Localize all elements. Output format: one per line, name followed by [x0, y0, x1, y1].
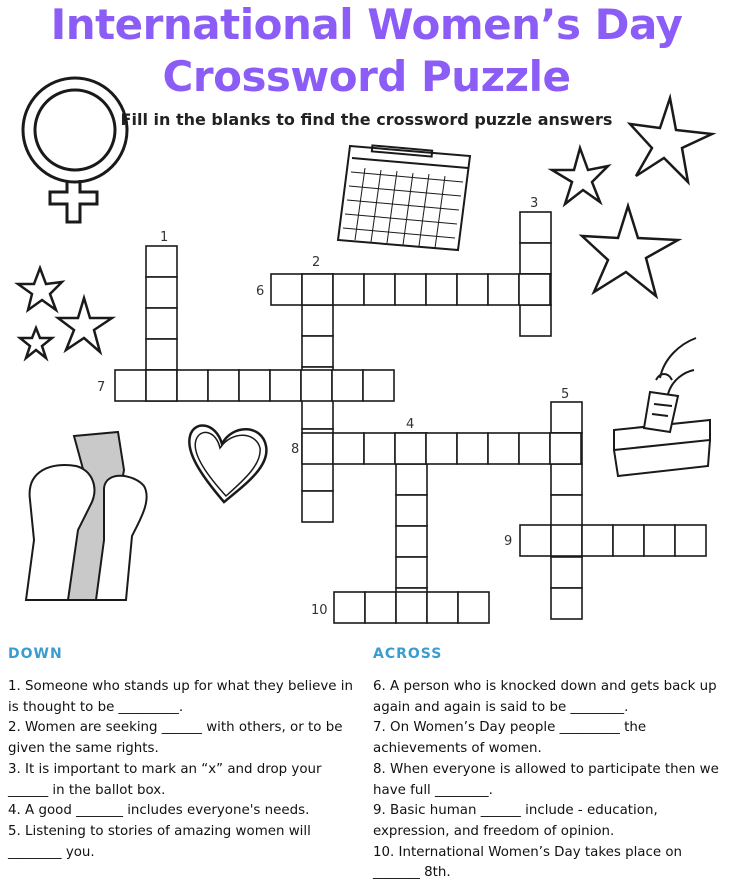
- crossword-cell-across-8-8[interactable]: [519, 433, 550, 464]
- crossword-cell-across-10-2[interactable]: [365, 592, 396, 623]
- across-clue-10: 10. International Women’s Day takes place on _______ 8th.: [373, 844, 683, 881]
- crossword-cell-down-2-2[interactable]: [302, 305, 333, 336]
- crossword-cell-down-5-4[interactable]: [551, 495, 582, 526]
- crossword-cell-across-6-7[interactable]: [457, 274, 488, 305]
- clue-number-1: 1: [160, 230, 169, 245]
- crossword-cell-across-6-8[interactable]: [488, 274, 519, 305]
- crossword-cell-down-1-1[interactable]: [146, 246, 177, 277]
- crossword-cell-down-5-1[interactable]: [551, 402, 582, 433]
- crossword-cell-across-6-6[interactable]: [426, 274, 457, 305]
- crossword-cell-across-10-5[interactable]: [458, 592, 489, 623]
- clue-number-3: 3: [530, 196, 539, 211]
- crossword-cell-across-8-9[interactable]: [550, 433, 581, 464]
- crossword-cell-across-7-4[interactable]: [208, 370, 239, 401]
- crossword-cell-across-9-4[interactable]: [613, 525, 644, 556]
- crossword-cell-across-10-3[interactable]: [396, 592, 427, 623]
- crossword-cell-down-4-5[interactable]: [396, 557, 427, 588]
- crossword-cell-down-4-2[interactable]: [396, 464, 427, 495]
- crossword-cell-down-2-5[interactable]: [302, 398, 333, 429]
- crossword-cell-across-6-9[interactable]: [519, 274, 550, 305]
- down-clue-3: 3. It is important to mark an “x” and drop your ______ in the ballot box.: [8, 761, 322, 798]
- across-clue-list: [373, 677, 723, 884]
- crossword-cell-across-7-9[interactable]: [363, 370, 394, 401]
- crossword-cell-down-2-3[interactable]: [302, 336, 333, 367]
- crossword-cell-across-6-3[interactable]: [333, 274, 364, 305]
- clue-number-8: 8: [291, 442, 300, 457]
- crossword-cell-across-9-2[interactable]: [551, 525, 582, 556]
- crossword-cell-across-6-1[interactable]: [271, 274, 302, 305]
- clue-number-9: 9: [504, 534, 513, 549]
- clue-number-6: 6: [256, 284, 265, 299]
- crossword-cell-across-7-5[interactable]: [239, 370, 270, 401]
- crossword-cell-across-9-1[interactable]: [520, 525, 551, 556]
- crossword-cell-down-3-4[interactable]: [520, 305, 551, 336]
- title-line-2: Crossword Puzzle: [162, 52, 571, 101]
- crossword-cell-down-3-2[interactable]: [520, 243, 551, 274]
- crossword-cell-across-8-4[interactable]: [395, 433, 426, 464]
- down-clue-list: [8, 677, 360, 863]
- crossword-cell-across-10-4[interactable]: [427, 592, 458, 623]
- crossword-cell-across-8-1[interactable]: [302, 433, 333, 464]
- crossword-cell-down-1-2[interactable]: [146, 277, 177, 308]
- crossword-cell-across-10-1[interactable]: [334, 592, 365, 623]
- down-heading: DOWN: [8, 646, 63, 662]
- across-clue-9: 9. Basic human ______ include - education, expression, and freedom of opinion.: [373, 803, 658, 839]
- crossword-cell-across-6-5[interactable]: [395, 274, 426, 305]
- crossword-cell-down-3-1[interactable]: [520, 212, 551, 243]
- crossword-cell-down-5-6[interactable]: [551, 557, 582, 588]
- title-line-1: International Women’s Day: [50, 0, 683, 49]
- crossword-cell-across-7-8[interactable]: [332, 370, 363, 401]
- crossword-cell-down-2-8[interactable]: [302, 491, 333, 522]
- crossword-cell-across-7-3[interactable]: [177, 370, 208, 401]
- crossword-cell-down-5-7[interactable]: [551, 588, 582, 619]
- crossword-cell-across-8-2[interactable]: [333, 433, 364, 464]
- across-heading: ACROSS: [373, 646, 443, 662]
- crossword-cell-across-8-3[interactable]: [364, 433, 395, 464]
- crossword-cell-down-5-3[interactable]: [551, 464, 582, 495]
- across-clue-8: 8. When everyone is allowed to participate then we have full ________.: [373, 761, 719, 798]
- crossword-cell-across-9-6[interactable]: [675, 525, 706, 556]
- crossword-cell-down-4-3[interactable]: [396, 495, 427, 526]
- subtitle: Fill in the blanks to find the crossword puzzle answers: [120, 110, 613, 129]
- crossword-cell-across-7-6[interactable]: [270, 370, 301, 401]
- crossword-cell-across-7-7[interactable]: [301, 370, 332, 401]
- crossword-cell-across-8-7[interactable]: [488, 433, 519, 464]
- clue-number-7: 7: [97, 380, 106, 395]
- crossword-cell-across-9-3[interactable]: [582, 525, 613, 556]
- crossword-cell-down-1-3[interactable]: [146, 308, 177, 339]
- clue-number-5: 5: [561, 387, 570, 402]
- crossword-cell-across-6-4[interactable]: [364, 274, 395, 305]
- down-clue-2: 2. Women are seeking ______ with others, or to be given the same rights.: [8, 720, 343, 757]
- crossword-cell-down-4-4[interactable]: [396, 526, 427, 557]
- crossword-cell-across-9-5[interactable]: [644, 525, 675, 556]
- down-clue-4: 4. A good _______ includes everyone's needs.: [8, 803, 310, 819]
- crossword-cell-across-7-2[interactable]: [146, 370, 177, 401]
- across-clue-6: 6. A person who is knocked down and gets back up again and again is said to be ________.: [373, 679, 717, 715]
- crossword-cell-across-8-5[interactable]: [426, 433, 457, 464]
- crossword-cell-across-8-6[interactable]: [457, 433, 488, 464]
- down-clue-1: 1. Someone who stands up for what they believe in is thought to be _________.: [8, 679, 353, 715]
- crossword-cell-across-6-2[interactable]: [302, 274, 333, 305]
- clue-number-4: 4: [406, 417, 415, 432]
- crossword-cell-across-7-1[interactable]: [115, 370, 146, 401]
- across-clue-7: 7. On Women’s Day people _________ the achievements of women.: [373, 720, 647, 757]
- down-clue-5: 5. Listening to stories of amazing women will ________ you.: [8, 823, 311, 860]
- clue-number-2: 2: [312, 255, 321, 270]
- clue-number-10: 10: [311, 603, 328, 618]
- crossword-cell-down-1-4[interactable]: [146, 339, 177, 370]
